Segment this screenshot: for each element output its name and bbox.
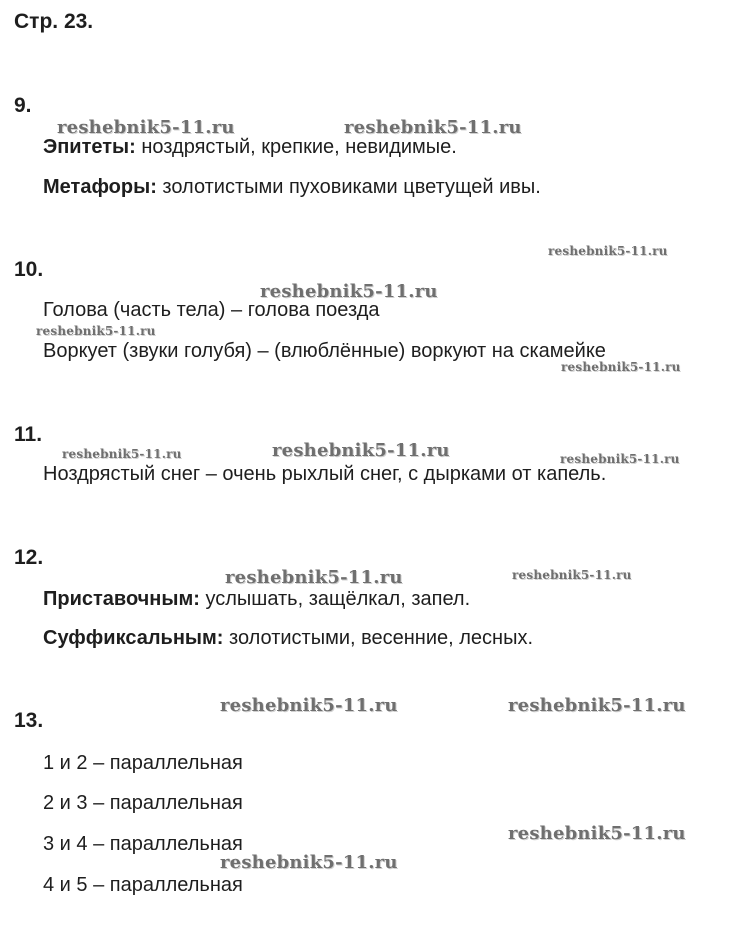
watermark: reshebnik5-11.ru [272,440,450,461]
task-12-number: 12. [14,546,44,569]
watermark: reshebnik5-11.ru [512,568,632,582]
task-13-line-1: 1 и 2 – параллельная [43,752,243,774]
task-11-line-1: Ноздрястый снег – очень рыхлый снег, с дырками от капель. [43,463,607,485]
epithets-label: Эпитеты: [43,136,136,158]
page-title: Стр. 23. [14,10,94,33]
epithets-text: ноздрястый, крепкие, невидимые. [135,136,457,158]
task-12-line-suffix [43,627,533,650]
prefix-label: Приставочным: [43,588,200,610]
task-13-number: 13. [14,709,44,732]
watermark: reshebnik5-11.ru [260,281,438,302]
watermark: reshebnik5-11.ru [220,695,398,716]
watermark: reshebnik5-11.ru [62,447,182,461]
suffix-label: Суффиксальным: [43,627,224,649]
watermark: reshebnik5-11.ru [344,117,522,138]
metaphors-text: золотистыми пуховиками цветущей ивы. [156,176,541,198]
task-13-line-2: 2 и 3 – параллельная [43,792,243,814]
task-9-line-epithets [43,136,457,159]
task-9-line-metaphors [43,176,541,199]
task-13-line-3: 3 и 4 – параллельная [43,833,243,855]
task-11-number: 11. [14,423,43,446]
watermark: reshebnik5-11.ru [560,452,680,466]
suffix-text: золотистыми, весенние, лесных. [223,627,534,649]
watermark: reshebnik5-11.ru [508,823,686,844]
watermark: reshebnik5-11.ru [561,360,681,374]
task-9-number: 9. [14,94,32,117]
prefix-text: услышать, защёлкал, запел. [199,588,471,610]
task-13-line-4: 4 и 5 – параллельная [43,874,243,896]
task-10-line-2: Воркует (звуки голубя) – (влюблённые) воркуют на скамейке [43,340,606,362]
task-10-line-1: Голова (часть тела) – голова поезда [43,299,380,321]
watermark: reshebnik5-11.ru [57,117,235,138]
watermark: reshebnik5-11.ru [508,695,686,716]
watermark: reshebnik5-11.ru [225,567,403,588]
watermark: reshebnik5-11.ru [220,852,398,873]
task-12-line-prefix [43,588,470,611]
metaphors-label: Метафоры: [43,176,157,198]
watermark: reshebnik5-11.ru [548,244,668,258]
watermark: reshebnik5-11.ru [36,324,156,338]
task-10-number: 10. [14,258,44,281]
